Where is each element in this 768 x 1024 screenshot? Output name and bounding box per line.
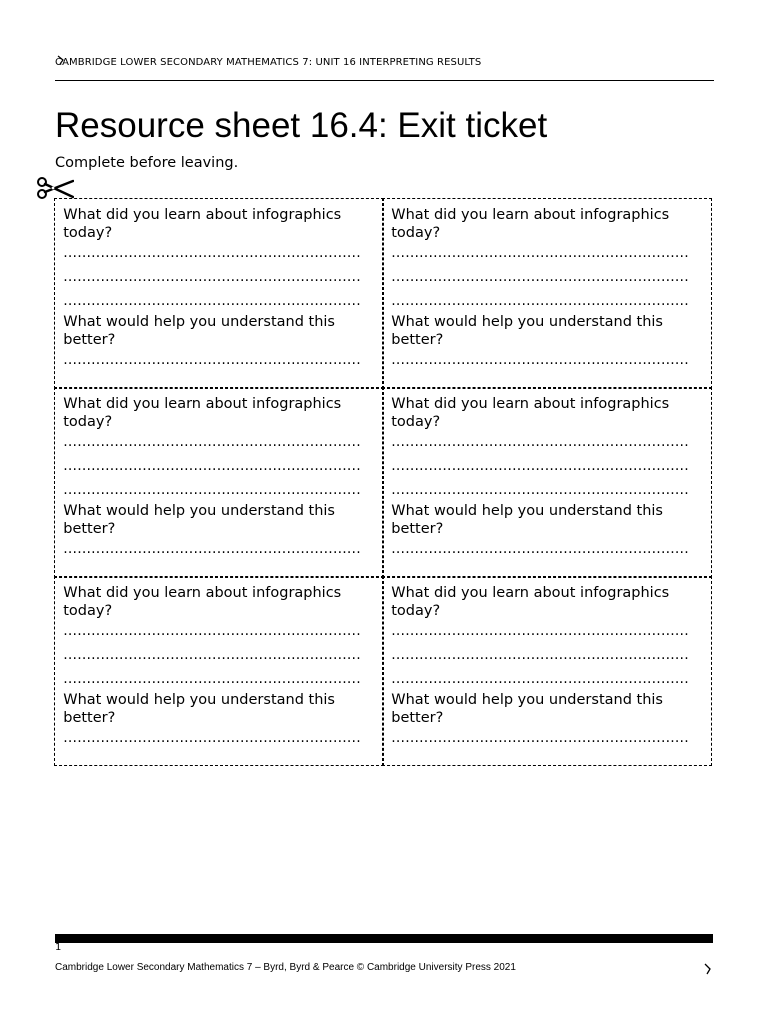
exit-ticket — [54, 198, 384, 389]
answer-line: ................................................................ — [391, 434, 689, 451]
answer-line: ................................................................ — [391, 293, 689, 310]
question-help: What would help you understand this better? — [63, 503, 335, 537]
chevron-right-icon — [703, 963, 713, 975]
answer-line: ................................................................ — [391, 352, 689, 369]
exit-ticket — [54, 576, 384, 766]
exit-ticket — [382, 387, 712, 578]
answer-line: ................................................................ — [391, 647, 689, 664]
exit-ticket — [382, 198, 712, 389]
answer-line: ................................................................ — [63, 352, 361, 369]
answer-line: ................................................................ — [63, 730, 361, 747]
question-help: What would help you understand this better? — [63, 314, 335, 348]
answer-line: ................................................................ — [63, 482, 361, 499]
question-help: What would help you understand this better? — [63, 692, 335, 726]
answer-line: ................................................................ — [391, 458, 689, 475]
question-help: What would help you understand this better? — [391, 314, 663, 348]
answer-line: ................................................................ — [391, 671, 689, 688]
page-title: Resource sheet 16.4: Exit ticket — [55, 106, 548, 145]
footer-rule — [55, 934, 713, 943]
answer-line: ................................................................ — [63, 647, 361, 664]
question-learned: What did you learn about infographics today? — [391, 396, 670, 430]
answer-line: ................................................................ — [63, 458, 361, 475]
answer-line: ................................................................ — [63, 541, 361, 558]
answer-line: ................................................................ — [63, 671, 361, 688]
answer-line: ................................................................ — [391, 730, 689, 747]
question-help: What would help you understand this better? — [391, 692, 663, 726]
question-learned: What did you learn about infographics today? — [391, 207, 670, 241]
exit-ticket — [382, 576, 712, 766]
answer-line: ................................................................ — [391, 269, 689, 286]
answer-line: ................................................................ — [391, 245, 689, 262]
question-learned: What did you learn about infographics today? — [63, 207, 342, 241]
question-learned: What did you learn about infographics today? — [63, 396, 342, 430]
answer-line: ................................................................ — [391, 482, 689, 499]
answer-line: ................................................................ — [63, 245, 361, 262]
answer-line: ................................................................ — [391, 623, 689, 640]
page-subtitle: Complete before leaving. — [55, 155, 239, 171]
page-number: 1 — [55, 942, 62, 953]
answer-line: ................................................................ — [391, 541, 689, 558]
answer-line: ................................................................ — [63, 623, 361, 640]
header-rule — [55, 80, 714, 81]
exit-ticket-grid — [55, 199, 711, 765]
question-help: What would help you understand this better? — [391, 503, 663, 537]
answer-line: ................................................................ — [63, 434, 361, 451]
answer-line: ................................................................ — [63, 293, 361, 310]
answer-line: ................................................................ — [63, 269, 361, 286]
exit-ticket — [54, 387, 384, 578]
running-header: CAMBRIDGE LOWER SECONDARY MATHEMATICS 7: UNIT 16 INTERPRETING RESULTS — [55, 57, 482, 68]
footer-credit: Cambridge Lower Secondary Mathematics 7 – Byrd, Byrd & Pearce © Cambridge University Press 2021 — [55, 962, 516, 973]
question-learned: What did you learn about infographics today? — [63, 585, 342, 619]
question-learned: What did you learn about infographics today? — [391, 585, 670, 619]
